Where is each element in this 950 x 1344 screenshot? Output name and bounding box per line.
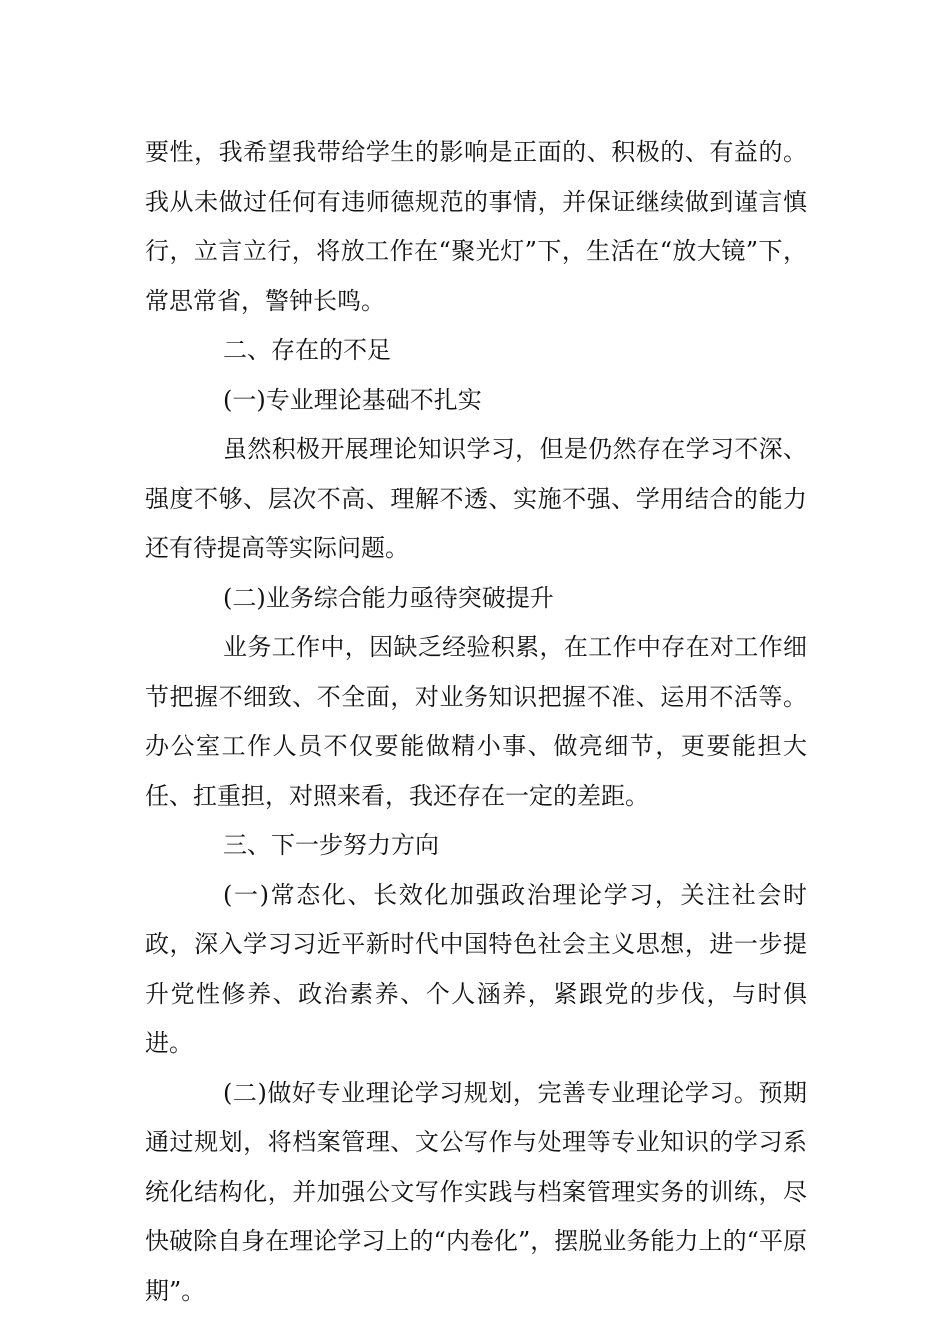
paragraph-study-plan: (二)做好专业理论学习规划，完善专业理论学习。预期通过规划，将档案管理、文公写作与处理等专业知识的学习系统化结构化，并加强公文写作实践与档案管理实务的训练，尽快破除自身在理论学习上的“内卷化”，摆脱业务能力上的“平原期”。	[145, 1078, 807, 1305]
section-heading-shortcomings: 二、存在的不足	[223, 336, 391, 364]
paragraph-theory-foundation: 虽然积极开展理论知识学习，但是仍然存在学习不深、强度不够、层次不高、理解不透、实施不强、学用结合的能力还有待提高等实际问题。	[145, 435, 807, 562]
paragraph-continuation: 要性，我希望我带给学生的影响是正面的、积极的、有益的。我从未做过任何有违师德规范的事情，并保证继续做到谨言慎行，立言立行，将放工作在“聚光灯”下，生活在“放大镜”下，常思常省，警钟长鸣。	[145, 138, 807, 315]
paragraph-business-ability: 业务工作中，因缺乏经验积累，在工作中存在对工作细节把握不细致、不全面，对业务知识把握不准、运用不活等。办公室工作人员不仅要能做精小事、做亮细节，更要能担大任、扛重担，对照来看，我还存在一定的差距。	[145, 633, 807, 810]
subheading-theory-foundation: (一)专业理论基础不扎实	[223, 385, 482, 414]
section-heading-next-steps: 三、下一步努力方向	[223, 831, 439, 859]
paragraph-political-study: (一)常态化、长效化加强政治理论学习，关注社会时政，深入学习习近平新时代中国特色社会主义思想，进一步提升党性修养、政治素养、个人涵养，紧跟党的步伐，与时俱进。	[145, 880, 807, 1057]
document-body	[145, 128, 807, 1316]
subheading-business-ability: (二)业务综合能力亟待突破提升	[223, 583, 554, 612]
